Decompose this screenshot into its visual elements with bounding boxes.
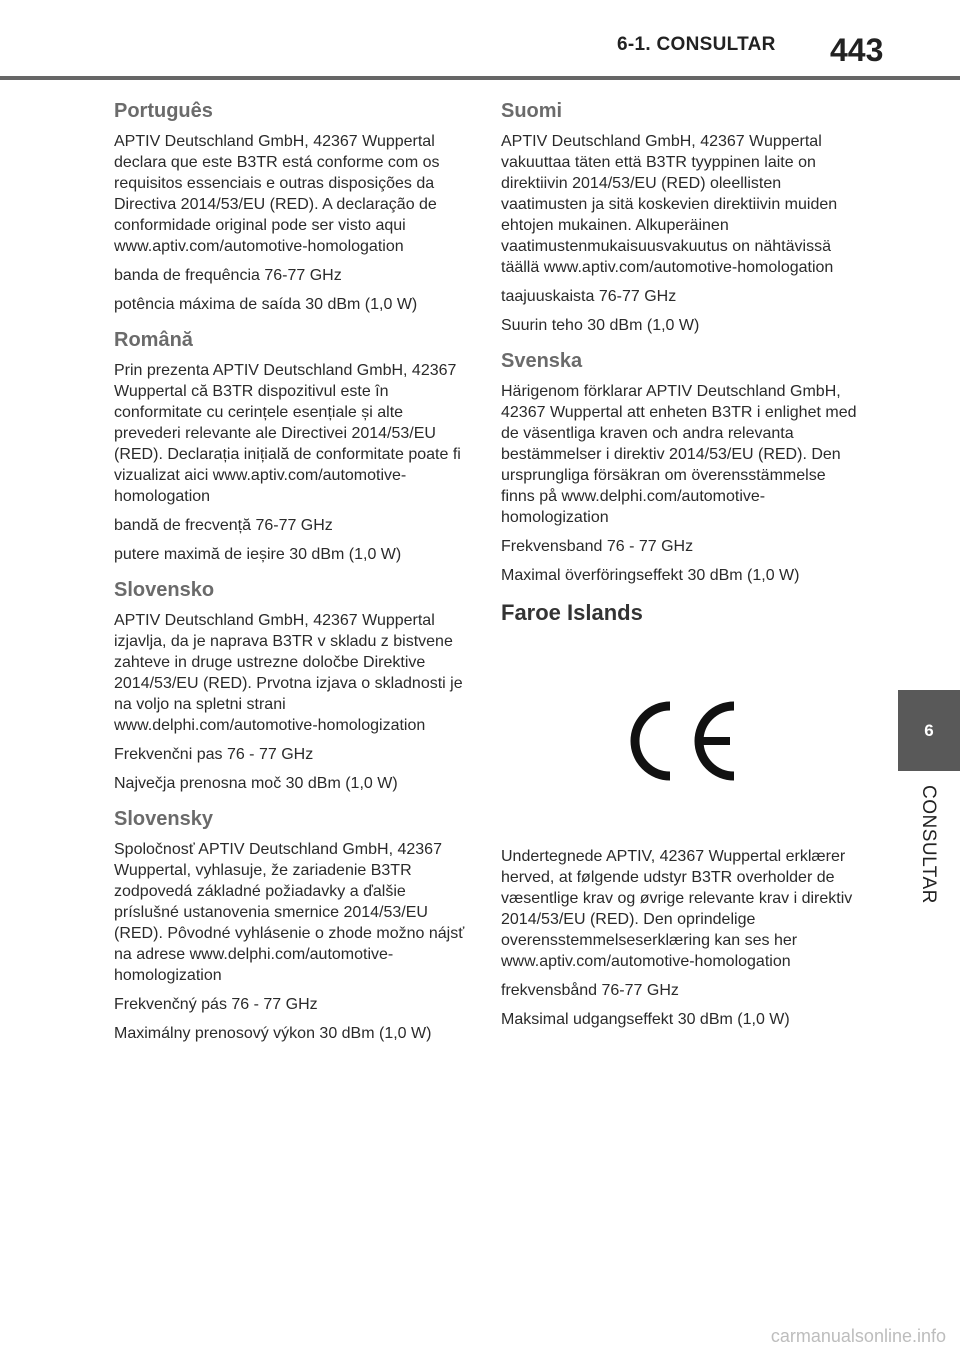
declaration-text: APTIV Deutschland GmbH, 42367 Wuppertal vakuuttaa täten että B3TR tyyppinen laite on direktiivin 2014/53/EU (RED) oleellisten vaatimusten ja sitä koskevien direktiivin muiden ehtojen mukainen. Alkuperäinen vaatimustenmukaisuusvakuutus on nähtävissä täällä www.aptiv.com/automotive-homologation xyxy=(501,133,838,276)
declaration-text: APTIV Deutschland GmbH, 42367 Wuppertal declara que este B3TR está conforme com os requisitos essenciais e outras disposições da Directiva 2014/53/EU (RED). A declaração de conformidade original pode ser visto aqui www.aptiv.com/automotive-homologation xyxy=(114,133,440,255)
declaration-text: Härigenom förklarar APTIV Deutschland GmbH, 42367 Wuppertal att enheten B3TR i enlighet med de väsentliga kraven och andra relevanta bestämmelser i direktiv 2014/53/EU (RED). Den ursprungliga försäkran om överensstämmelse finns på www.delphi.com/automotive-homologization xyxy=(501,383,857,526)
page-number: 443 xyxy=(830,32,884,68)
declaration-text: APTIV Deutschland GmbH, 42367 Wuppertal izjavlja, da je naprava B3TR v skladu z bistvene zahteve in druge ustrezne določbe Direktive 2014/53/EU (RED). Prvotna izjava o skladnosti je na voljo na spletni strani www.delphi.com/automotive-homologization xyxy=(114,612,463,734)
max-power: potência máxima de saída 30 dBm (1,0 W) xyxy=(114,296,418,313)
header-divider xyxy=(0,76,960,80)
max-power: Največja prenosna moč 30 dBm (1,0 W) xyxy=(114,775,398,792)
site-watermark: carmanualsonline.info xyxy=(770,1326,946,1346)
section-faroe-islands xyxy=(501,600,861,1030)
ce-mark-icon xyxy=(616,696,746,786)
max-power: Maximálny prenosový výkon 30 dBm (1,0 W) xyxy=(114,1025,432,1042)
max-power: Maximal överföringseffekt 30 dBm (1,0 W) xyxy=(501,567,800,584)
section-heading: Português xyxy=(114,100,213,122)
section-heading: Slovensky xyxy=(114,808,213,830)
section-portugues xyxy=(114,100,474,315)
section-title: 6-1. CONSULTAR xyxy=(617,34,776,55)
ce-mark-container xyxy=(501,636,861,846)
frequency-band: frekvensbånd 76-77 GHz xyxy=(501,982,679,999)
chapter-tab[interactable]: 6 xyxy=(898,690,960,771)
section-suomi xyxy=(501,100,861,336)
section-svenska xyxy=(501,350,861,586)
region-heading: Faroe Islands xyxy=(501,600,643,625)
section-heading: Slovensko xyxy=(114,579,215,601)
max-power: putere maximă de ieșire 30 dBm (1,0 W) xyxy=(114,546,402,563)
frequency-band: Frekvenčni pas 76 - 77 GHz xyxy=(114,746,314,763)
frequency-band: taajuuskaista 76-77 GHz xyxy=(501,288,677,305)
max-power: Suurin teho 30 dBm (1,0 W) xyxy=(501,317,700,334)
declaration-text: Prin prezenta APTIV Deutschland GmbH, 42367 Wuppertal că B3TR dispozitivul este în conformitate cu cerințele esențiale și alte prevederi relevante ale Directivei 2014/53/EU (RED). Declarația inițială de conformitate poate fi vizualizat aici www.aptiv.com/automotive-homologation xyxy=(114,362,461,505)
section-heading: Română xyxy=(114,329,193,351)
section-slovensko xyxy=(114,579,474,794)
frequency-band: bandă de frecvență 76-77 GHz xyxy=(114,517,333,534)
frequency-band: Frekvenčný pás 76 - 77 GHz xyxy=(114,996,318,1013)
chapter-label: CONSULTAR xyxy=(918,785,939,904)
max-power: Maksimal udgangseffekt 30 dBm (1,0 W) xyxy=(501,1011,790,1028)
section-slovensky xyxy=(114,808,474,1044)
frequency-band: banda de frequência 76-77 GHz xyxy=(114,267,342,284)
declaration-text: Undertegnede APTIV, 42367 Wuppertal erklærer herved, at følgende udstyr B3TR overholder de væsentlige krav og øvrige relevante krav i direktiv 2014/53/EU (RED). Den oprindelige overensstemmelseserklæring kan ses her www.aptiv.com/automotive-homologation xyxy=(501,848,853,970)
section-romana xyxy=(114,329,474,565)
frequency-band: Frekvensband 76 - 77 GHz xyxy=(501,538,694,555)
left-column xyxy=(114,100,474,1058)
section-heading: Suomi xyxy=(501,100,563,122)
section-heading: Svenska xyxy=(501,350,583,372)
declaration-text: Spoločnosť APTIV Deutschland GmbH, 42367 Wuppertal, vyhlasuje, že zariadenie B3TR zodpovedá základné požiadavky a ďalšie príslušné ustanovenia smernice 2014/53/EU (RED). Pôvodné vyhlásenie o zhode možno nájsť na adrese www.delphi.com/automotive-homologization xyxy=(114,841,465,984)
right-column xyxy=(501,100,861,1044)
